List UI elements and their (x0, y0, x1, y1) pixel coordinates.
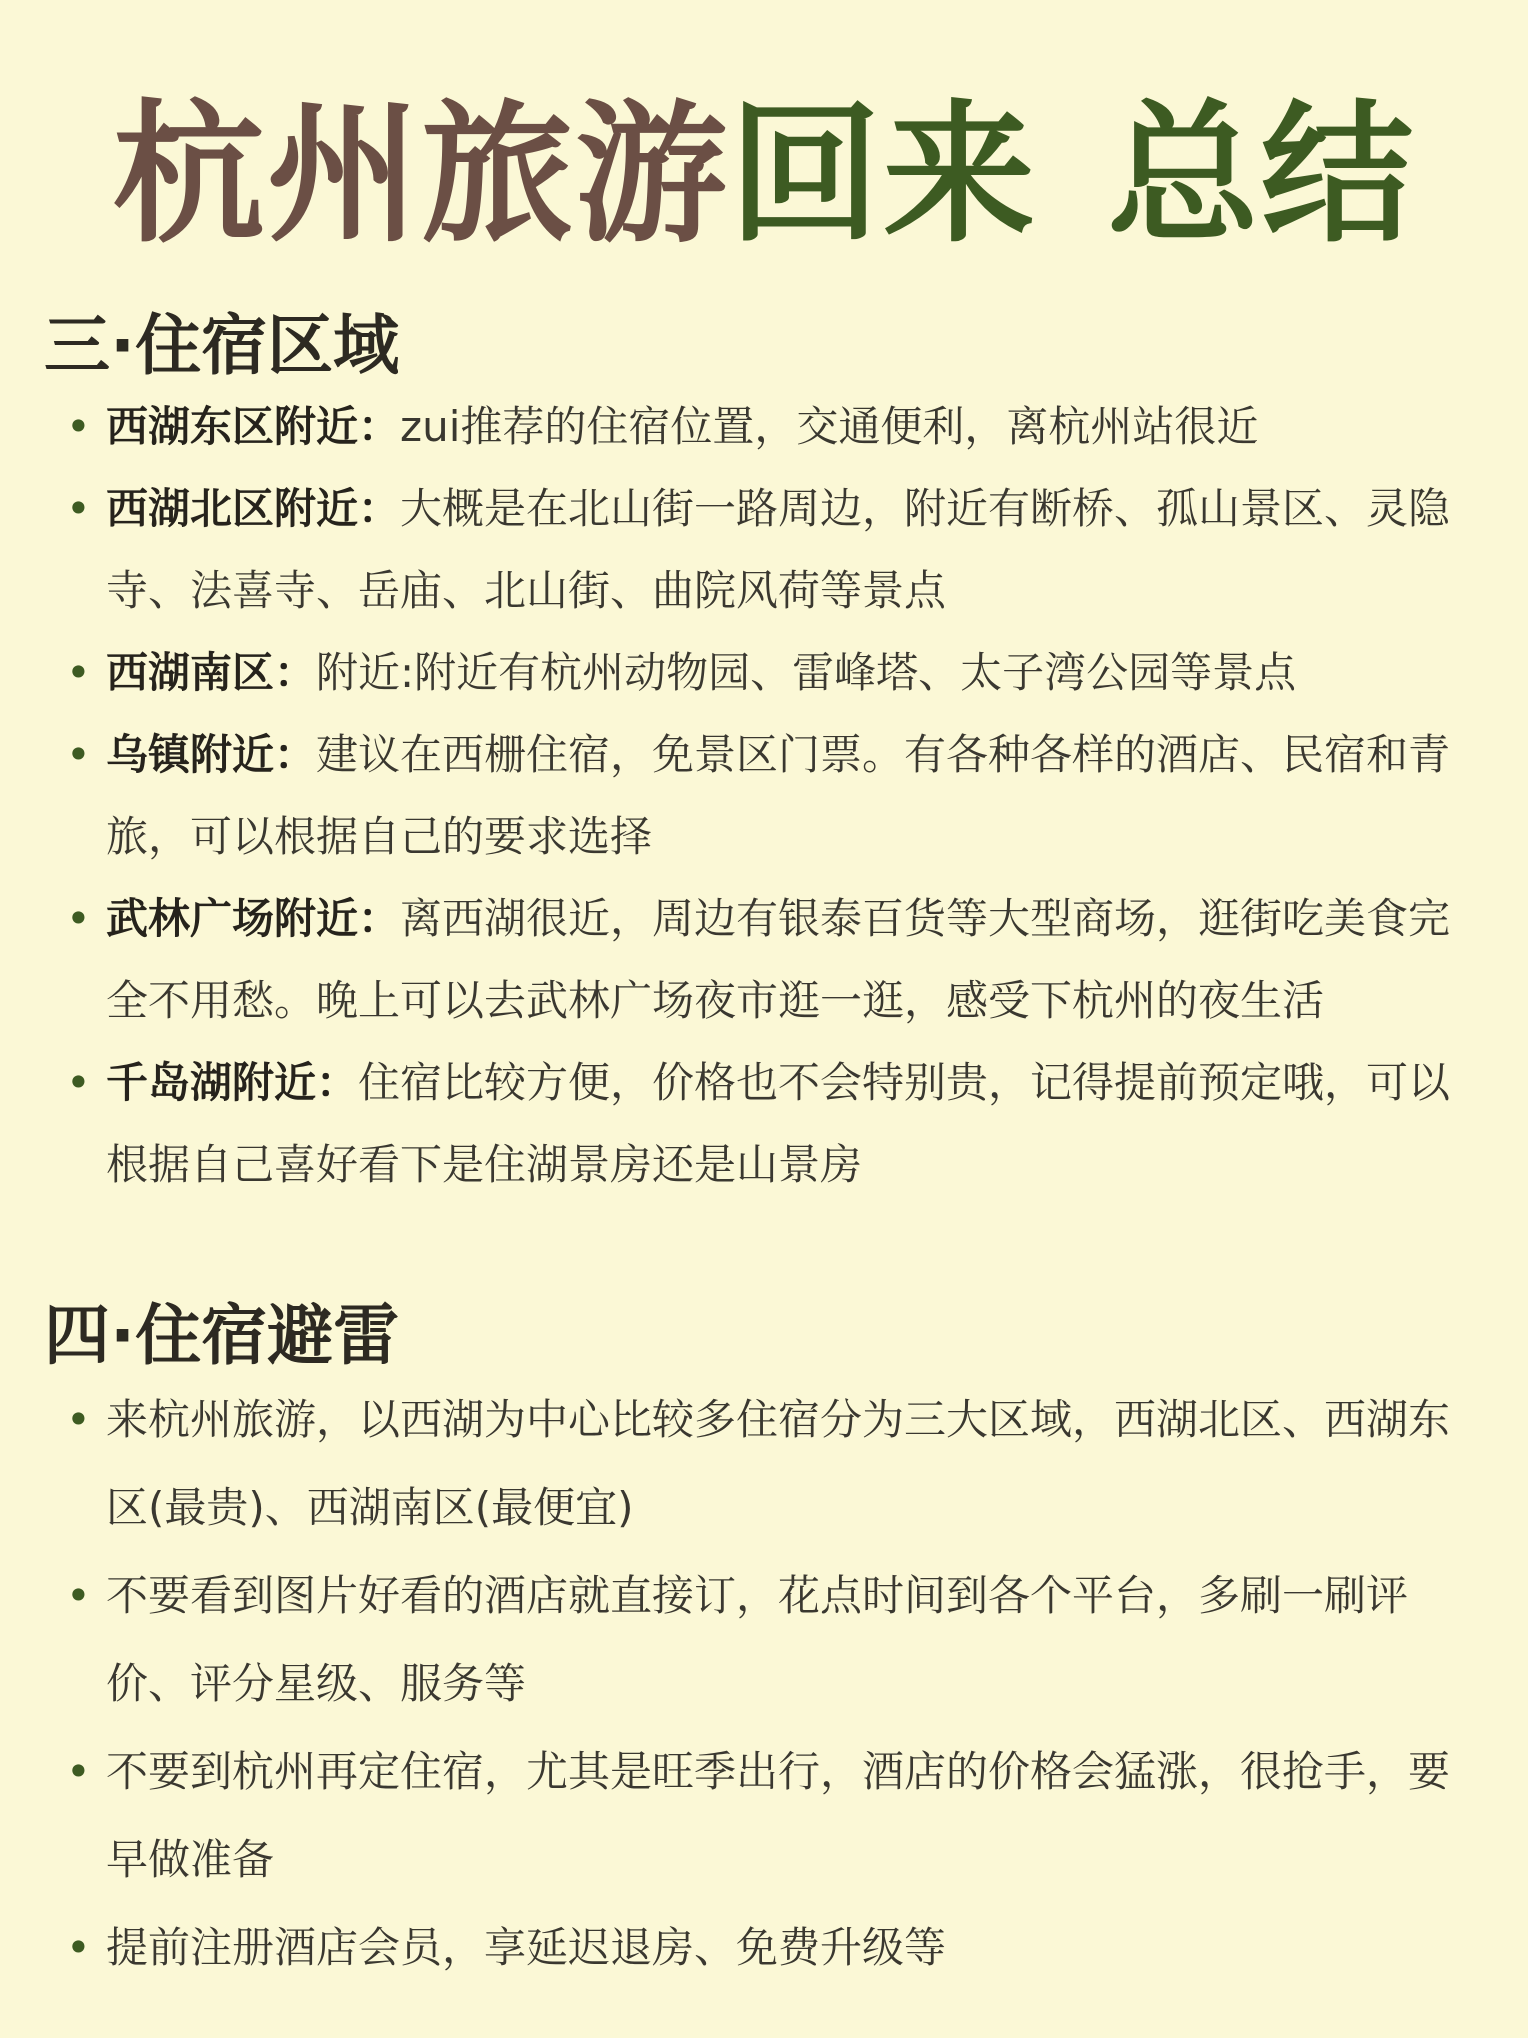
bullet-icon: • (66, 1571, 91, 1620)
list-item: • 西湖东区附近：zui推荐的住宿位置，交通便利，离杭州站很近 (60, 386, 1480, 468)
item-text: 不要到杭州再定住宿，尤其是旺季出行，酒店的价格会猛涨，很抢手，要早做准备 (106, 1747, 1451, 1884)
bullet-icon: • (66, 894, 91, 943)
list-item: • 武林广场附近：离西湖很近，周边有银泰百货等大型商场，逛街吃美食完全不用愁。晚上可以去武林广场夜市逛一逛，感受下杭州的夜生活 (60, 878, 1480, 1042)
item-text: 住宿比较方便，价格也不会特别贵，记得提前预定哦，可以根据自己喜好看下是住湖景房还是山景房 (106, 1058, 1451, 1189)
section-4-list (60, 1376, 1480, 1992)
item-text: 来杭州旅游，以西湖为中心比较多住宿分为三大区域，西湖北区、西湖东区(最贵)、西湖南区(最便宜) (106, 1395, 1451, 1532)
section-4-heading: 四·住宿避雷 (44, 1297, 400, 1374)
bullet-icon: • (66, 1923, 91, 1972)
list-item (60, 1376, 1480, 1552)
bullet-icon: • (66, 730, 91, 779)
item-text: 大概是在北山街一路周边，附近有断桥、孤山景区、灵隐寺、法喜寺、岳庙、北山街、曲院风荷等景点 (106, 484, 1451, 615)
item-label: 武林广场附近 (106, 894, 359, 943)
bullet-icon: • (66, 1395, 91, 1444)
item-label: 西湖北区附近 (106, 484, 359, 533)
section-3-heading: 三·住宿区域 (44, 307, 400, 384)
bullet-icon: • (66, 1747, 91, 1796)
item-text: 提前注册酒店会员，享延迟退房、免费升级等 (106, 1923, 947, 1972)
title-part-1: 杭州旅游 (113, 86, 729, 263)
item-text: zui推荐的住宿位置，交通便利，离杭州站很近 (400, 402, 1259, 451)
item-text: 建议在西栅住宿，免景区门票。有各种各样的酒店、民宿和青旅，可以根据自己的要求选择 (106, 730, 1451, 861)
item-text: 附近:附近有杭州动物园、雷峰塔、太子湾公园等景点 (316, 648, 1297, 697)
list-item (60, 1728, 1480, 1904)
item-label: 乌镇附近 (106, 730, 275, 779)
title-part-3: 总结 (1107, 86, 1415, 263)
list-item: • 西湖南区：附近:附近有杭州动物园、雷峰塔、太子湾公园等景点 (60, 632, 1480, 714)
bullet-icon: • (66, 1058, 91, 1107)
list-item: • 乌镇附近：建议在西栅住宿，免景区门票。有各种各样的酒店、民宿和青旅，可以根据自己的要求选择 (60, 714, 1480, 878)
list-item: • 西湖北区附近：大概是在北山街一路周边，附近有断桥、孤山景区、灵隐寺、法喜寺、岳庙、北山街、曲院风荷等景点 (60, 468, 1480, 632)
page-title (0, 86, 1528, 263)
list-item (60, 1904, 1480, 1992)
section-3-list (60, 386, 1480, 1206)
item-text: 离西湖很近，周边有银泰百货等大型商场，逛街吃美食完全不用愁。晚上可以去武林广场夜市逛一逛，感受下杭州的夜生活 (106, 894, 1451, 1025)
bullet-icon: • (66, 648, 91, 697)
bullet-icon: • (66, 402, 91, 451)
list-item (60, 1552, 1480, 1728)
title-part-2: 回来 (729, 86, 1037, 263)
item-text: 不要看到图片好看的酒店就直接订，花点时间到各个平台，多刷一刷评价、评分星级、服务等 (106, 1571, 1409, 1708)
bullet-icon: • (66, 484, 91, 533)
item-label: 西湖东区附近 (106, 402, 359, 451)
item-label: 千岛湖附近 (106, 1058, 317, 1107)
item-label: 西湖南区 (106, 648, 275, 697)
list-item: • 千岛湖附近：住宿比较方便，价格也不会特别贵，记得提前预定哦，可以根据自己喜好看下是住湖景房还是山景房 (60, 1042, 1480, 1206)
